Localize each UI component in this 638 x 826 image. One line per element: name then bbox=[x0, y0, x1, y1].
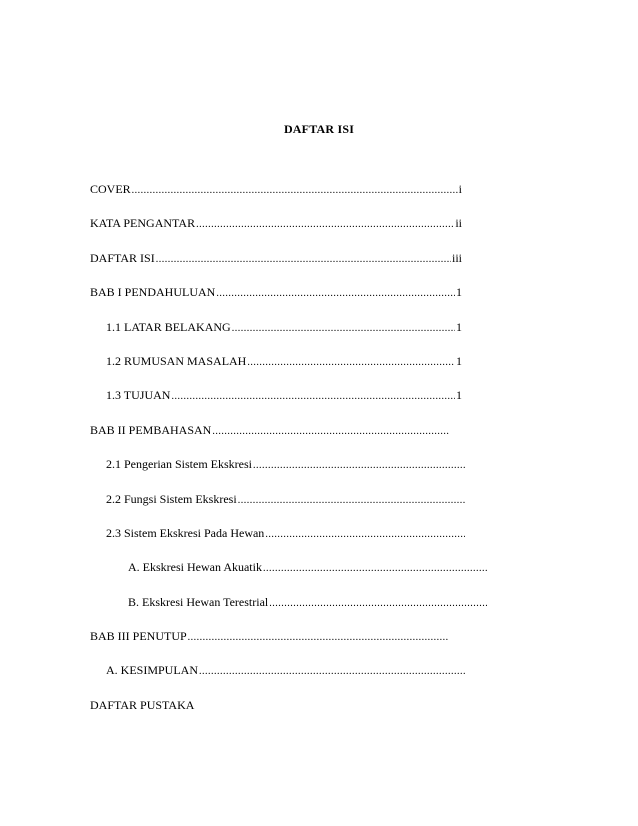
toc-entry-label: 1.1 LATAR BELAKANG bbox=[106, 319, 231, 334]
toc-dot-leader bbox=[188, 630, 449, 646]
toc-entry-bab-2 bbox=[90, 422, 450, 456]
toc-entry-pengertian bbox=[90, 456, 466, 490]
toc-dot-leader bbox=[269, 596, 487, 612]
toc-entry-label: BAB III PENUTUP bbox=[90, 629, 187, 644]
toc-entry-label: DAFTAR PUSTAKA bbox=[90, 697, 195, 712]
page-title: DAFTAR ISI bbox=[283, 122, 355, 136]
toc-dot-leader bbox=[247, 355, 455, 371]
toc-entry-page: 1 bbox=[456, 285, 462, 300]
toc-entry-bab-1 bbox=[90, 284, 462, 318]
toc-dot-leader bbox=[238, 493, 465, 509]
toc-dot-leader bbox=[265, 527, 465, 543]
toc-entry-page: 1 bbox=[456, 353, 462, 368]
toc-entry-sistem-hewan bbox=[90, 525, 466, 559]
toc-dot-leader bbox=[132, 183, 458, 199]
toc-dot-leader bbox=[216, 286, 455, 302]
toc-entry-label: 2.3 Sistem Ekskresi Pada Hewan bbox=[106, 525, 265, 540]
toc-dot-leader bbox=[156, 252, 451, 268]
toc-entry-label: A. Ekskresi Hewan Akuatik bbox=[128, 560, 262, 575]
toc-entry-page: 1 bbox=[456, 388, 462, 403]
toc-entry-bab-3 bbox=[90, 628, 450, 662]
toc-dot-leader bbox=[263, 561, 487, 577]
toc-dot-leader bbox=[253, 458, 465, 474]
toc-entry-cover bbox=[90, 181, 462, 215]
toc-entry-label: 1.2 RUMUSAN MASALAH bbox=[106, 353, 247, 368]
toc-entry-kesimpulan bbox=[90, 662, 466, 696]
toc-dot-leader bbox=[232, 321, 455, 337]
toc-dot-leader bbox=[199, 664, 465, 680]
toc-entry-latar-belakang bbox=[90, 319, 462, 353]
toc-entry-label: BAB I PENDAHULUAN bbox=[90, 285, 216, 300]
toc-entry-akuatik bbox=[90, 559, 488, 593]
toc-entry-label: 2.2 Fungsi Sistem Ekskresi bbox=[106, 491, 237, 506]
toc-entry-tujuan bbox=[90, 387, 462, 421]
toc-entry-page: i bbox=[458, 182, 462, 196]
toc-entry-label: A. KESIMPULAN bbox=[106, 663, 199, 678]
table-of-contents bbox=[90, 181, 462, 731]
toc-entry-page: ii bbox=[455, 216, 462, 231]
toc-entry-rumusan-masalah bbox=[90, 353, 462, 387]
toc-entry-terestrial bbox=[90, 594, 488, 628]
toc-dot-leader bbox=[171, 389, 455, 405]
toc-entry-daftar-isi bbox=[90, 250, 462, 284]
toc-entry-fungsi bbox=[90, 491, 466, 525]
toc-entry-kata-pengantar bbox=[90, 215, 462, 249]
toc-entry-page: 1 bbox=[456, 319, 462, 334]
toc-entry-page: iii bbox=[451, 250, 462, 265]
toc-entry-label: COVER bbox=[90, 182, 131, 196]
toc-dot-leader bbox=[212, 424, 449, 440]
toc-entry-label: 1.3 TUJUAN bbox=[106, 388, 171, 403]
toc-dot-leader bbox=[196, 217, 454, 233]
toc-entry-daftar-pustaka bbox=[90, 697, 462, 731]
toc-entry-label: KATA PENGANTAR bbox=[90, 216, 196, 231]
toc-entry-label: 2.1 Pengerian Sistem Ekskresi bbox=[106, 457, 252, 472]
toc-entry-label: DAFTAR ISI bbox=[90, 250, 155, 265]
toc-entry-label: BAB II PEMBAHASAN bbox=[90, 422, 212, 437]
toc-entry-label: B. Ekskresi Hewan Terestrial bbox=[128, 594, 269, 609]
